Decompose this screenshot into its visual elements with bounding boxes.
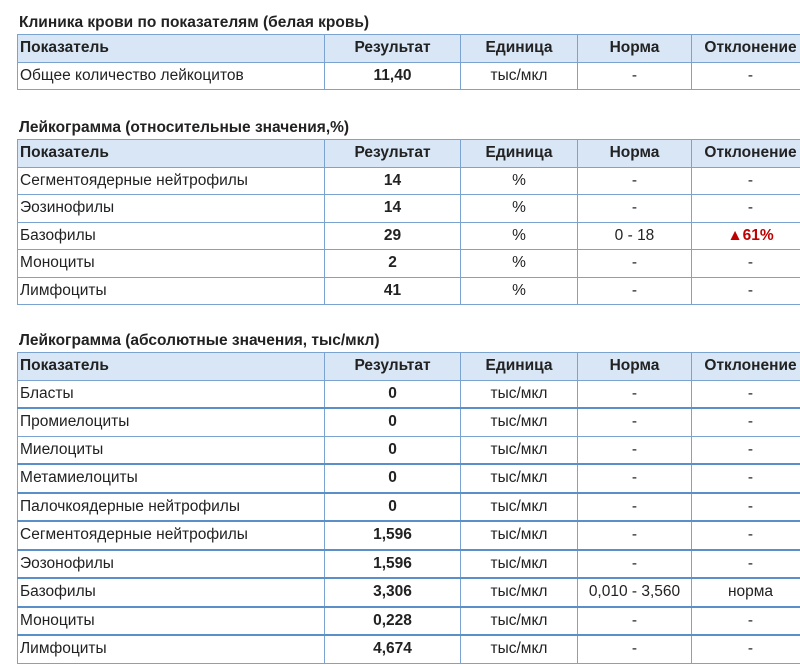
cell-unit: тыс/мкл <box>461 521 578 550</box>
cell-result: 14 <box>325 167 461 195</box>
cell-norm: - <box>578 550 692 579</box>
cell-name: Базофилы <box>18 222 325 250</box>
cell-norm: 0 - 18 <box>578 222 692 250</box>
cell-result: 1,596 <box>325 521 461 550</box>
cell-result: 0,228 <box>325 607 461 636</box>
section-title: Клиника крови по показателям (белая кровь) <box>19 14 370 31</box>
table-header-row <box>18 35 800 63</box>
cell-deviation: - <box>692 521 800 550</box>
column-header-deviation: Отклонение <box>692 353 800 381</box>
cell-norm: - <box>578 62 692 90</box>
cell-name: Эозинофилы <box>18 195 325 223</box>
cell-result: 29 <box>325 222 461 250</box>
cell-deviation: - <box>692 635 800 663</box>
cell-unit: тыс/мкл <box>461 635 578 663</box>
cell-unit: % <box>461 195 578 223</box>
cell-unit: тыс/мкл <box>461 380 578 408</box>
cell-deviation: - <box>692 493 800 522</box>
table-row <box>18 521 800 550</box>
column-header-norm: Норма <box>578 35 692 63</box>
cell-deviation: ▲61% <box>692 222 800 250</box>
table-row <box>18 250 800 278</box>
table-row <box>18 436 800 464</box>
cell-name: Лимфоциты <box>18 277 325 305</box>
cell-result: 3,306 <box>325 578 461 607</box>
cell-norm: - <box>578 436 692 464</box>
cell-norm: - <box>578 195 692 223</box>
table-row <box>18 195 800 223</box>
cell-result: 11,40 <box>325 62 461 90</box>
cell-name: Палочкоядерные нейтрофилы <box>18 493 325 522</box>
cell-result: 0 <box>325 380 461 408</box>
cell-deviation: - <box>692 167 800 195</box>
cell-deviation: - <box>692 550 800 579</box>
cell-norm: - <box>578 250 692 278</box>
cell-result: 41 <box>325 277 461 305</box>
cell-unit: тыс/мкл <box>461 62 578 90</box>
column-header-deviation: Отклонение <box>692 35 800 63</box>
table-row <box>18 167 800 195</box>
cell-deviation: - <box>692 408 800 436</box>
cell-norm: - <box>578 493 692 522</box>
cell-norm: - <box>578 635 692 663</box>
column-header-name: Показатель <box>18 35 325 63</box>
cell-unit: тыс/мкл <box>461 408 578 436</box>
column-header-name: Показатель <box>18 140 325 168</box>
cell-result: 1,596 <box>325 550 461 579</box>
section-3 <box>17 330 797 664</box>
cell-name: Сегментоядерные нейтрофилы <box>18 167 325 195</box>
table-row <box>18 635 800 663</box>
section-1 <box>17 12 797 90</box>
table-row <box>18 62 800 90</box>
table-row <box>18 493 800 522</box>
table-row <box>18 607 800 636</box>
table-header-row <box>18 140 800 168</box>
cell-deviation: - <box>692 250 800 278</box>
cell-norm: - <box>578 464 692 493</box>
cell-norm: - <box>578 521 692 550</box>
table-row <box>18 578 800 607</box>
cell-unit: тыс/мкл <box>461 550 578 579</box>
cell-name: Метамиелоциты <box>18 464 325 493</box>
table-row <box>18 380 800 408</box>
cell-norm: 0,010 - 3,560 <box>578 578 692 607</box>
section-title: Лейкограмма (относительные значения,%) <box>19 119 350 136</box>
cell-result: 4,674 <box>325 635 461 663</box>
cell-deviation: - <box>692 380 800 408</box>
cell-name: Общее количество лейкоцитов <box>18 62 325 90</box>
cell-unit: тыс/мкл <box>461 493 578 522</box>
cell-result: 2 <box>325 250 461 278</box>
cell-name: Базофилы <box>18 578 325 607</box>
cell-unit: % <box>461 222 578 250</box>
results-table <box>17 352 800 664</box>
cell-deviation: - <box>692 277 800 305</box>
results-table <box>17 34 800 90</box>
cell-result: 0 <box>325 493 461 522</box>
table-header-row <box>18 353 800 381</box>
table-row <box>18 550 800 579</box>
cell-name: Лимфоциты <box>18 635 325 663</box>
column-header-deviation: Отклонение <box>692 140 800 168</box>
cell-deviation: - <box>692 607 800 636</box>
column-header-unit: Единица <box>461 35 578 63</box>
cell-result: 0 <box>325 464 461 493</box>
cell-unit: тыс/мкл <box>461 464 578 493</box>
column-header-norm: Норма <box>578 353 692 381</box>
table-row <box>18 464 800 493</box>
cell-unit: тыс/мкл <box>461 436 578 464</box>
cell-name: Моноциты <box>18 607 325 636</box>
cell-deviation: - <box>692 195 800 223</box>
cell-unit: тыс/мкл <box>461 607 578 636</box>
cell-name: Бласты <box>18 380 325 408</box>
cell-unit: % <box>461 277 578 305</box>
column-header-unit: Единица <box>461 353 578 381</box>
cell-unit: тыс/мкл <box>461 578 578 607</box>
section-title: Лейкограмма (абсолютные значения, тыс/мкл) <box>19 332 380 349</box>
cell-result: 0 <box>325 408 461 436</box>
cell-norm: - <box>578 607 692 636</box>
cell-norm: - <box>578 380 692 408</box>
table-row <box>18 408 800 436</box>
column-header-result: Результат <box>325 353 461 381</box>
column-header-result: Результат <box>325 35 461 63</box>
cell-name: Сегментоядерные нейтрофилы <box>18 521 325 550</box>
column-header-result: Результат <box>325 140 461 168</box>
column-header-name: Показатель <box>18 353 325 381</box>
cell-norm: - <box>578 408 692 436</box>
cell-name: Миелоциты <box>18 436 325 464</box>
table-row <box>18 222 800 250</box>
cell-name: Эозонофилы <box>18 550 325 579</box>
cell-result: 14 <box>325 195 461 223</box>
cell-norm: - <box>578 277 692 305</box>
column-header-norm: Норма <box>578 140 692 168</box>
column-header-unit: Единица <box>461 140 578 168</box>
cell-deviation: норма <box>692 578 800 607</box>
section-2 <box>17 117 797 305</box>
cell-norm: - <box>578 167 692 195</box>
cell-unit: % <box>461 250 578 278</box>
cell-result: 0 <box>325 436 461 464</box>
cell-name: Моноциты <box>18 250 325 278</box>
cell-name: Промиелоциты <box>18 408 325 436</box>
cell-deviation: - <box>692 464 800 493</box>
cell-deviation: - <box>692 62 800 90</box>
cell-unit: % <box>461 167 578 195</box>
table-row <box>18 277 800 305</box>
results-table <box>17 139 800 305</box>
cell-deviation: - <box>692 436 800 464</box>
